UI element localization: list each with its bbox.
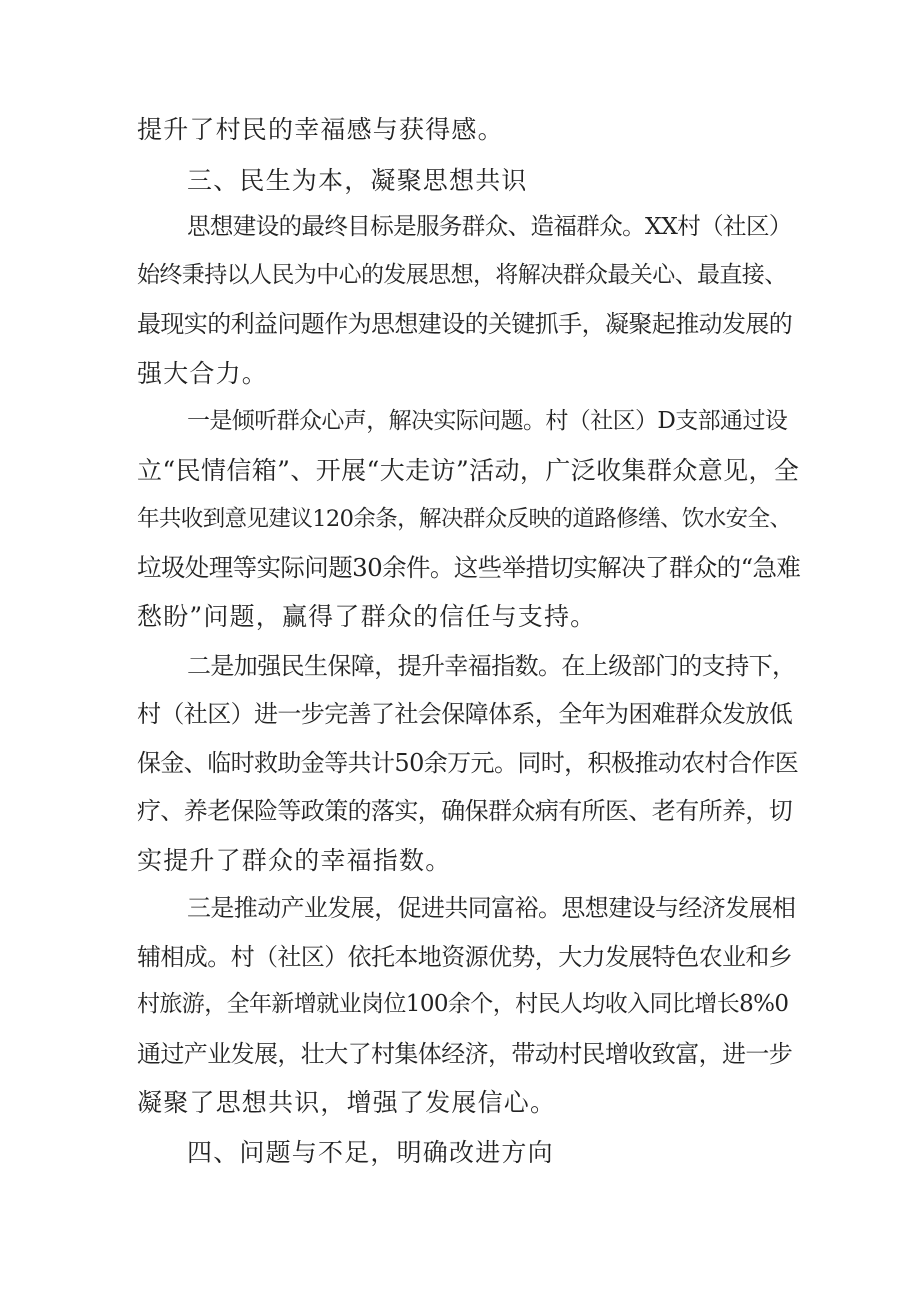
text-line: 疗、养老保险等政策的落实，确保群众病有所医、老有所养，切	[137, 797, 793, 825]
section-heading: 四、问题与不足，明确改进方向	[187, 1138, 554, 1167]
text-line: 保金、临时救助金等共计50余万元。同时，积极推动农村合作医	[137, 749, 799, 777]
text-line: 立“民情信箱”、开展“大走访”活动，广泛收集群众意见，全	[137, 456, 800, 485]
text-line: 辅相成。村（社区）依托本地资源优势，大力发展特色农业和乡	[137, 943, 793, 971]
text-line: 村旅游，全年新增就业岗位100余个，村民人均收入同比增长8%0	[137, 991, 789, 1017]
text-line: 三是推动产业发展，促进共同富裕。思想建设与经济发展相	[187, 894, 796, 922]
text-line: 实提升了群众的幸福指数。	[137, 846, 452, 875]
text-line: 提升了村民的幸福感与获得感。	[137, 115, 504, 144]
text-line: 始终秉持以人民为中心的发展思想，将解决群众最关心、最直接、	[137, 262, 787, 288]
text-line: 通过产业发展，壮大了村集体经济，带动村民增收致富，进一步	[137, 1040, 793, 1068]
text-line: 愁盼”问题，赢得了群众的信任与支持。	[137, 602, 597, 631]
text-line: 强大合力。	[137, 359, 269, 388]
section-heading: 三、民生为本，凝聚思想共识	[187, 166, 528, 195]
text-line: 年共收到意见建议120余条，解决群众反映的道路修缮、饮水安全、	[137, 506, 792, 532]
text-line: 凝聚了思想共识，增强了发展信心。	[137, 1088, 557, 1117]
text-line: 思想建设的最终目标是服务群众、造福群众。XX村（社区）	[187, 212, 792, 240]
text-line: 二是加强民生保障，提升幸福指数。在上级部门的支持下，	[187, 652, 796, 680]
text-line: 村（社区）进一步完善了社会保障体系，全年为困难群众发放低	[137, 700, 793, 728]
text-line: 垃圾处理等实际问题30余件。这些举措切实解决了群众的“急难	[137, 553, 801, 582]
text-line: 一是倾听群众心声，解决实际问题。村（社区）D支部通过设	[187, 408, 788, 434]
text-line: 最现实的利益问题作为思想建设的关键抓手，凝聚起推动发展的	[137, 310, 793, 338]
